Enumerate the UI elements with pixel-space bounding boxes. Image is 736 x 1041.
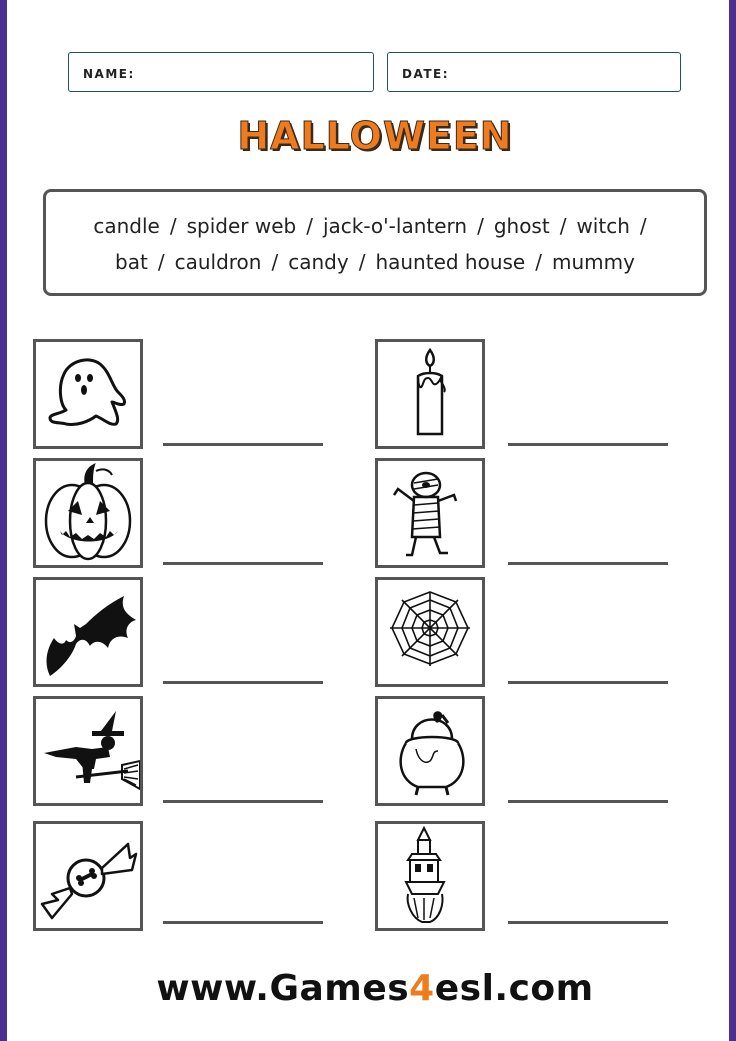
date-label: DATE: xyxy=(402,67,449,81)
word-separator: / xyxy=(157,250,165,274)
picture-box-candle xyxy=(375,339,485,449)
picture-box-cauldron xyxy=(375,696,485,806)
picture-box-spider-web xyxy=(375,577,485,687)
word-mummy: mummy xyxy=(551,250,635,274)
picture-box-mummy xyxy=(375,458,485,568)
ghost-icon xyxy=(36,342,140,446)
word-candy: candy xyxy=(288,250,349,274)
haunted-house-icon xyxy=(378,824,482,928)
witch-icon xyxy=(36,699,140,803)
candy-icon xyxy=(36,824,140,928)
word-bank xyxy=(43,189,707,296)
word-separator: / xyxy=(271,250,279,274)
picture-box-ghost xyxy=(33,339,143,449)
answer-line[interactable] xyxy=(508,800,668,803)
spider-web-icon xyxy=(378,580,482,684)
cauldron-icon xyxy=(378,699,482,803)
word-candle: candle xyxy=(93,214,160,238)
candle-icon xyxy=(378,342,482,446)
answer-line[interactable] xyxy=(163,921,323,924)
answer-line[interactable] xyxy=(508,681,668,684)
answer-line[interactable] xyxy=(163,443,323,446)
answer-line[interactable] xyxy=(163,562,323,565)
name-field[interactable] xyxy=(68,52,374,92)
picture-box-bat xyxy=(33,577,143,687)
word-separator: / xyxy=(169,214,177,238)
word-separator: / xyxy=(306,214,313,238)
word-bank-line-2 xyxy=(46,250,704,274)
website-footer[interactable] xyxy=(7,968,736,1009)
word-haunted-house: haunted house xyxy=(375,250,526,274)
answer-line[interactable] xyxy=(508,921,668,924)
footer-highlight: 4 xyxy=(409,968,435,1009)
answer-line[interactable] xyxy=(163,800,323,803)
word-spider-web: spider web xyxy=(186,214,297,238)
answer-line[interactable] xyxy=(508,443,668,446)
picture-box-jack-o-lantern xyxy=(33,458,143,568)
answer-line[interactable] xyxy=(163,681,323,684)
footer-suffix: esl.com xyxy=(434,968,594,1009)
bat-icon xyxy=(36,580,140,684)
word-jack-o-lantern: jack-o'-lantern xyxy=(322,214,468,238)
word-ghost: ghost xyxy=(493,214,550,238)
word-separator: / xyxy=(477,214,484,238)
date-field[interactable] xyxy=(387,52,681,92)
word-cauldron: cauldron xyxy=(174,250,262,274)
page-title: HALLOWEEN xyxy=(237,114,513,158)
answer-line[interactable] xyxy=(508,562,668,565)
name-label: NAME: xyxy=(83,67,135,81)
word-bank-line-1 xyxy=(46,214,704,238)
word-separator: / xyxy=(639,214,647,238)
picture-box-candy xyxy=(33,821,143,931)
picture-box-witch xyxy=(33,696,143,806)
word-separator: / xyxy=(535,250,542,274)
footer-prefix: www.Games xyxy=(156,968,410,1009)
mummy-icon xyxy=(378,461,482,565)
picture-box-haunted-house xyxy=(375,821,485,931)
jack-o-lantern-icon xyxy=(36,461,140,565)
word-separator: / xyxy=(559,214,567,238)
word-witch: witch xyxy=(576,214,630,238)
word-bat: bat xyxy=(115,250,148,274)
word-separator: / xyxy=(358,250,366,274)
